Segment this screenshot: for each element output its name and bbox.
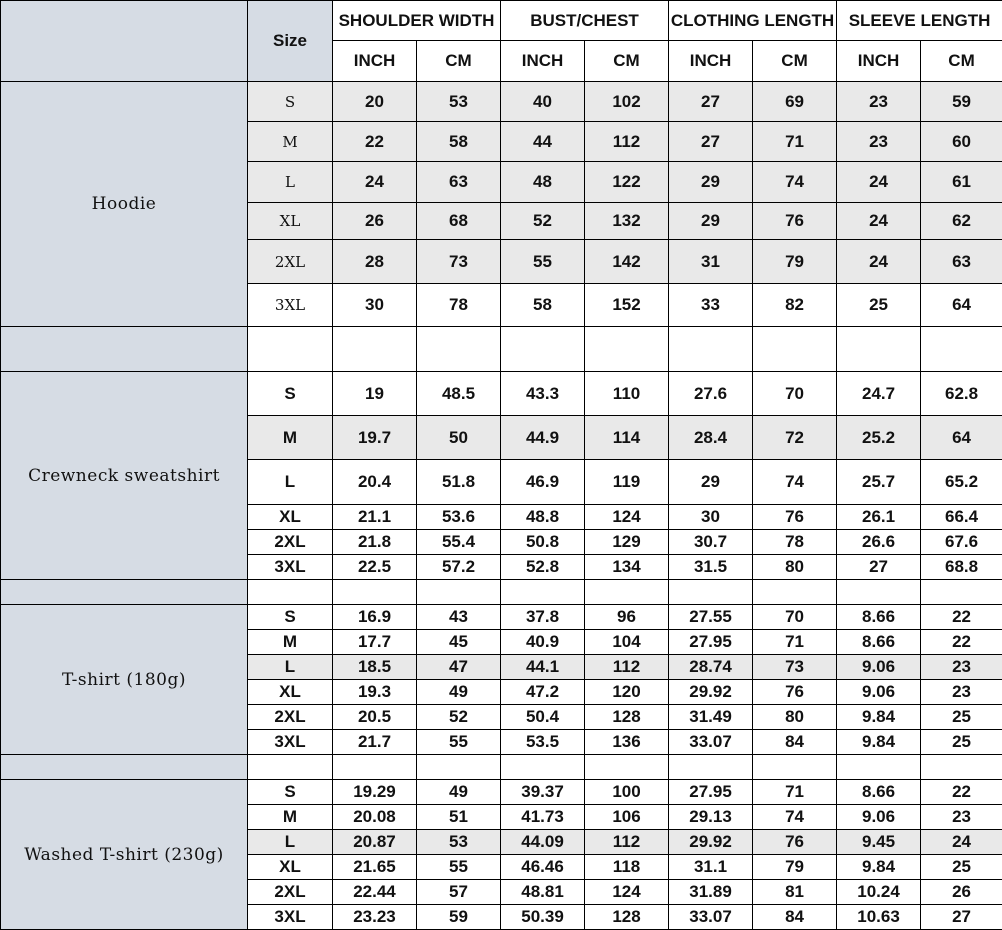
size-cell: M xyxy=(248,416,333,460)
measurement-cell: 124 xyxy=(585,505,669,530)
measurement-cell: 50.8 xyxy=(501,530,585,555)
measurement-cell: 19.3 xyxy=(333,680,417,705)
measurement-cell: 26 xyxy=(333,203,417,240)
spacer-row xyxy=(1,327,1002,372)
measurement-cell: 44.09 xyxy=(501,830,585,855)
size-cell: XL xyxy=(248,203,333,240)
size-cell: S xyxy=(248,780,333,805)
measurement-cell: 128 xyxy=(585,905,669,930)
measurement-cell: 27.6 xyxy=(669,372,753,416)
measurement-cell: 31.5 xyxy=(669,555,753,580)
measurement-cell: 24 xyxy=(837,162,921,203)
measurement-cell: 26.1 xyxy=(837,505,921,530)
measurement-cell: 29 xyxy=(669,460,753,505)
spacer-cell xyxy=(753,327,837,372)
spacer-cell xyxy=(417,755,501,780)
spacer-cell xyxy=(585,580,669,605)
size-cell: L xyxy=(248,655,333,680)
measurement-cell: 122 xyxy=(585,162,669,203)
measurement-cell: 22.44 xyxy=(333,880,417,905)
measurement-cell: 96 xyxy=(585,605,669,630)
measurement-cell: 48.5 xyxy=(417,372,501,416)
measurement-cell: 69 xyxy=(753,82,837,122)
measurement-cell: 31.49 xyxy=(669,705,753,730)
measurement-cell: 19.7 xyxy=(333,416,417,460)
spacer-cell xyxy=(333,755,417,780)
measurement-cell: 76 xyxy=(753,830,837,855)
measurement-cell: 27.95 xyxy=(669,780,753,805)
measurement-cell: 8.66 xyxy=(837,780,921,805)
measurement-cell: 58 xyxy=(501,284,585,327)
measurement-cell: 44.9 xyxy=(501,416,585,460)
measurement-cell: 71 xyxy=(753,122,837,162)
measurement-cell: 24 xyxy=(837,203,921,240)
size-cell: S xyxy=(248,605,333,630)
measurement-cell: 66.4 xyxy=(921,505,1002,530)
measurement-cell: 29.92 xyxy=(669,830,753,855)
measurement-cell: 106 xyxy=(585,805,669,830)
spacer-cell xyxy=(1,755,248,780)
spacer-cell xyxy=(921,327,1002,372)
product-name-cell: T-shirt (180g) xyxy=(1,605,248,755)
measurement-cell: 50.4 xyxy=(501,705,585,730)
measurement-cell: 25 xyxy=(837,284,921,327)
shoulder-width-header: SHOULDER WIDTH xyxy=(333,1,501,41)
measurement-cell: 53.5 xyxy=(501,730,585,755)
measurement-cell: 53 xyxy=(417,830,501,855)
size-cell: 3XL xyxy=(248,905,333,930)
measurement-cell: 53 xyxy=(417,82,501,122)
measurement-cell: 24.7 xyxy=(837,372,921,416)
table-row xyxy=(1,82,1002,122)
measurement-cell: 48.8 xyxy=(501,505,585,530)
measurement-cell: 49 xyxy=(417,680,501,705)
measurement-cell: 128 xyxy=(585,705,669,730)
measurement-cell: 48 xyxy=(501,162,585,203)
size-cell: 2XL xyxy=(248,880,333,905)
measurement-cell: 9.06 xyxy=(837,680,921,705)
unit-header: CM xyxy=(585,41,669,82)
measurement-cell: 63 xyxy=(921,240,1002,284)
measurement-cell: 50.39 xyxy=(501,905,585,930)
measurement-cell: 114 xyxy=(585,416,669,460)
measurement-cell: 78 xyxy=(753,530,837,555)
measurement-cell: 65.2 xyxy=(921,460,1002,505)
measurement-cell: 55.4 xyxy=(417,530,501,555)
measurement-cell: 60 xyxy=(921,122,1002,162)
measurement-cell: 27 xyxy=(837,555,921,580)
size-column-header: Size xyxy=(248,1,333,82)
measurement-cell: 45 xyxy=(417,630,501,655)
unit-header: CM xyxy=(921,41,1002,82)
measurement-cell: 80 xyxy=(753,555,837,580)
spacer-cell xyxy=(248,580,333,605)
measurement-cell: 119 xyxy=(585,460,669,505)
measurement-cell: 80 xyxy=(753,705,837,730)
spacer-row xyxy=(1,755,1002,780)
measurement-cell: 82 xyxy=(753,284,837,327)
measurement-cell: 23 xyxy=(837,82,921,122)
measurement-cell: 120 xyxy=(585,680,669,705)
measurement-cell: 46.9 xyxy=(501,460,585,505)
measurement-cell: 29.13 xyxy=(669,805,753,830)
spacer-cell xyxy=(417,327,501,372)
unit-header: INCH xyxy=(501,41,585,82)
measurement-cell: 49 xyxy=(417,780,501,805)
spacer-cell xyxy=(501,580,585,605)
measurement-cell: 112 xyxy=(585,830,669,855)
measurement-cell: 31.1 xyxy=(669,855,753,880)
sleeve-length-header: SLEEVE LENGTH xyxy=(837,1,1002,41)
spacer-cell xyxy=(753,755,837,780)
measurement-cell: 27.95 xyxy=(669,630,753,655)
measurement-cell: 9.84 xyxy=(837,855,921,880)
measurement-cell: 20.87 xyxy=(333,830,417,855)
measurement-cell: 73 xyxy=(417,240,501,284)
measurement-cell: 9.84 xyxy=(837,730,921,755)
measurement-cell: 29 xyxy=(669,162,753,203)
clothing-length-header: CLOTHING LENGTH xyxy=(669,1,837,41)
measurement-cell: 27 xyxy=(669,122,753,162)
measurement-cell: 132 xyxy=(585,203,669,240)
measurement-cell: 62 xyxy=(921,203,1002,240)
spacer-cell xyxy=(669,755,753,780)
measurement-cell: 10.24 xyxy=(837,880,921,905)
spacer-cell xyxy=(1,327,248,372)
measurement-cell: 30 xyxy=(333,284,417,327)
measurement-cell: 57 xyxy=(417,880,501,905)
spacer-cell xyxy=(333,580,417,605)
measurement-cell: 76 xyxy=(753,505,837,530)
measurement-cell: 68 xyxy=(417,203,501,240)
measurement-cell: 21.7 xyxy=(333,730,417,755)
measurement-cell: 59 xyxy=(417,905,501,930)
spacer-row xyxy=(1,580,1002,605)
measurement-cell: 79 xyxy=(753,240,837,284)
measurement-cell: 67.6 xyxy=(921,530,1002,555)
size-cell: L xyxy=(248,162,333,203)
measurement-cell: 71 xyxy=(753,630,837,655)
size-cell: 2XL xyxy=(248,705,333,730)
measurement-cell: 25.2 xyxy=(837,416,921,460)
measurement-cell: 118 xyxy=(585,855,669,880)
measurement-cell: 152 xyxy=(585,284,669,327)
measurement-cell: 142 xyxy=(585,240,669,284)
measurement-cell: 9.06 xyxy=(837,805,921,830)
measurement-cell: 76 xyxy=(753,203,837,240)
measurement-cell: 136 xyxy=(585,730,669,755)
measurement-cell: 33.07 xyxy=(669,730,753,755)
measurement-cell: 20.08 xyxy=(333,805,417,830)
unit-header: INCH xyxy=(837,41,921,82)
size-cell: 2XL xyxy=(248,240,333,284)
measurement-cell: 58 xyxy=(417,122,501,162)
measurement-cell: 24 xyxy=(921,830,1002,855)
size-cell: 3XL xyxy=(248,555,333,580)
measurement-cell: 8.66 xyxy=(837,605,921,630)
spacer-cell xyxy=(753,580,837,605)
spacer-cell xyxy=(1,580,248,605)
size-chart-body xyxy=(1,1,1002,930)
spacer-cell xyxy=(501,755,585,780)
measurement-cell: 102 xyxy=(585,82,669,122)
measurement-cell: 27 xyxy=(669,82,753,122)
measurement-cell: 25 xyxy=(921,730,1002,755)
measurement-cell: 124 xyxy=(585,880,669,905)
spacer-cell xyxy=(585,755,669,780)
measurement-cell: 23.23 xyxy=(333,905,417,930)
measurement-cell: 40 xyxy=(501,82,585,122)
measurement-cell: 29 xyxy=(669,203,753,240)
measurement-cell: 18.5 xyxy=(333,655,417,680)
unit-header: INCH xyxy=(669,41,753,82)
measurement-cell: 70 xyxy=(753,372,837,416)
measurement-cell: 52 xyxy=(501,203,585,240)
measurement-cell: 112 xyxy=(585,122,669,162)
unit-header: INCH xyxy=(333,41,417,82)
measurement-cell: 24 xyxy=(837,240,921,284)
measurement-cell: 74 xyxy=(753,460,837,505)
size-cell: L xyxy=(248,830,333,855)
measurement-cell: 51 xyxy=(417,805,501,830)
measurement-cell: 41.73 xyxy=(501,805,585,830)
table-row xyxy=(1,780,1002,805)
spacer-cell xyxy=(248,755,333,780)
spacer-cell xyxy=(921,580,1002,605)
measurement-cell: 30 xyxy=(669,505,753,530)
measurement-cell: 22.5 xyxy=(333,555,417,580)
spacer-cell xyxy=(248,327,333,372)
measurement-cell: 134 xyxy=(585,555,669,580)
measurement-cell: 23 xyxy=(921,680,1002,705)
measurement-cell: 39.37 xyxy=(501,780,585,805)
measurement-cell: 63 xyxy=(417,162,501,203)
measurement-cell: 61 xyxy=(921,162,1002,203)
measurement-cell: 25 xyxy=(921,705,1002,730)
measurement-cell: 52.8 xyxy=(501,555,585,580)
measurement-cell: 73 xyxy=(753,655,837,680)
measurement-cell: 21.65 xyxy=(333,855,417,880)
measurement-cell: 47.2 xyxy=(501,680,585,705)
measurement-cell: 72 xyxy=(753,416,837,460)
measurement-cell: 25.7 xyxy=(837,460,921,505)
measurement-cell: 112 xyxy=(585,655,669,680)
product-name-cell: Crewneck sweatshirt xyxy=(1,372,248,580)
measurement-cell: 27.55 xyxy=(669,605,753,630)
measurement-cell: 110 xyxy=(585,372,669,416)
measurement-cell: 100 xyxy=(585,780,669,805)
measurement-cell: 84 xyxy=(753,905,837,930)
measurement-cell: 16.9 xyxy=(333,605,417,630)
measurement-cell: 20 xyxy=(333,82,417,122)
measurement-cell: 48.81 xyxy=(501,880,585,905)
spacer-cell xyxy=(837,755,921,780)
measurement-cell: 81 xyxy=(753,880,837,905)
measurement-cell: 57.2 xyxy=(417,555,501,580)
measurement-cell: 33 xyxy=(669,284,753,327)
measurement-cell: 37.8 xyxy=(501,605,585,630)
table-row xyxy=(1,605,1002,630)
measurement-cell: 43 xyxy=(417,605,501,630)
measurement-cell: 23 xyxy=(921,805,1002,830)
measurement-cell: 27 xyxy=(921,905,1002,930)
measurement-cell: 29.92 xyxy=(669,680,753,705)
measurement-cell: 9.06 xyxy=(837,655,921,680)
measurement-cell: 21.8 xyxy=(333,530,417,555)
measurement-cell: 28.4 xyxy=(669,416,753,460)
size-cell: L xyxy=(248,460,333,505)
measurement-cell: 64 xyxy=(921,416,1002,460)
measurement-cell: 31.89 xyxy=(669,880,753,905)
measurement-cell: 68.8 xyxy=(921,555,1002,580)
spacer-cell xyxy=(837,580,921,605)
measurement-cell: 8.66 xyxy=(837,630,921,655)
size-cell: 2XL xyxy=(248,530,333,555)
measurement-cell: 47 xyxy=(417,655,501,680)
header-row-groups xyxy=(1,1,1002,41)
measurement-cell: 17.7 xyxy=(333,630,417,655)
header-corner-cell xyxy=(1,1,248,82)
size-cell: 3XL xyxy=(248,730,333,755)
measurement-cell: 74 xyxy=(753,805,837,830)
measurement-cell: 71 xyxy=(753,780,837,805)
measurement-cell: 79 xyxy=(753,855,837,880)
measurement-cell: 64 xyxy=(921,284,1002,327)
measurement-cell: 104 xyxy=(585,630,669,655)
size-cell: 3XL xyxy=(248,284,333,327)
measurement-cell: 19 xyxy=(333,372,417,416)
measurement-cell: 51.8 xyxy=(417,460,501,505)
measurement-cell: 20.4 xyxy=(333,460,417,505)
measurement-cell: 59 xyxy=(921,82,1002,122)
measurement-cell: 23 xyxy=(837,122,921,162)
spacer-cell xyxy=(669,580,753,605)
spacer-cell xyxy=(837,327,921,372)
spacer-cell xyxy=(585,327,669,372)
measurement-cell: 52 xyxy=(417,705,501,730)
table-row xyxy=(1,372,1002,416)
spacer-cell xyxy=(501,327,585,372)
measurement-cell: 24 xyxy=(333,162,417,203)
measurement-cell: 40.9 xyxy=(501,630,585,655)
measurement-cell: 33.07 xyxy=(669,905,753,930)
size-cell: S xyxy=(248,372,333,416)
measurement-cell: 10.63 xyxy=(837,905,921,930)
measurement-cell: 55 xyxy=(417,855,501,880)
measurement-cell: 70 xyxy=(753,605,837,630)
bust-chest-header: BUST/CHEST xyxy=(501,1,669,41)
measurement-cell: 55 xyxy=(417,730,501,755)
measurement-cell: 55 xyxy=(501,240,585,284)
size-cell: M xyxy=(248,630,333,655)
product-name-cell: Hoodie xyxy=(1,82,248,327)
size-cell: XL xyxy=(248,680,333,705)
product-name-cell: Washed T-shirt (230g) xyxy=(1,780,248,930)
measurement-cell: 22 xyxy=(921,630,1002,655)
spacer-cell xyxy=(669,327,753,372)
measurement-cell: 74 xyxy=(753,162,837,203)
measurement-cell: 28 xyxy=(333,240,417,284)
measurement-cell: 9.45 xyxy=(837,830,921,855)
spacer-cell xyxy=(417,580,501,605)
measurement-cell: 30.7 xyxy=(669,530,753,555)
measurement-cell: 44 xyxy=(501,122,585,162)
size-cell: XL xyxy=(248,505,333,530)
unit-header: CM xyxy=(753,41,837,82)
measurement-cell: 46.46 xyxy=(501,855,585,880)
size-cell: XL xyxy=(248,855,333,880)
measurement-cell: 20.5 xyxy=(333,705,417,730)
spacer-cell xyxy=(333,327,417,372)
measurement-cell: 26 xyxy=(921,880,1002,905)
measurement-cell: 76 xyxy=(753,680,837,705)
size-cell: M xyxy=(248,805,333,830)
measurement-cell: 25 xyxy=(921,855,1002,880)
measurement-cell: 62.8 xyxy=(921,372,1002,416)
measurement-cell: 78 xyxy=(417,284,501,327)
measurement-cell: 28.74 xyxy=(669,655,753,680)
measurement-cell: 26.6 xyxy=(837,530,921,555)
measurement-cell: 22 xyxy=(333,122,417,162)
measurement-cell: 19.29 xyxy=(333,780,417,805)
measurement-cell: 9.84 xyxy=(837,705,921,730)
size-cell: M xyxy=(248,122,333,162)
measurement-cell: 129 xyxy=(585,530,669,555)
size-cell: S xyxy=(248,82,333,122)
measurement-cell: 43.3 xyxy=(501,372,585,416)
spacer-cell xyxy=(921,755,1002,780)
measurement-cell: 23 xyxy=(921,655,1002,680)
measurement-cell: 22 xyxy=(921,780,1002,805)
measurement-cell: 21.1 xyxy=(333,505,417,530)
measurement-cell: 84 xyxy=(753,730,837,755)
measurement-cell: 44.1 xyxy=(501,655,585,680)
measurement-cell: 53.6 xyxy=(417,505,501,530)
measurement-cell: 31 xyxy=(669,240,753,284)
measurement-cell: 50 xyxy=(417,416,501,460)
unit-header: CM xyxy=(417,41,501,82)
measurement-cell: 22 xyxy=(921,605,1002,630)
